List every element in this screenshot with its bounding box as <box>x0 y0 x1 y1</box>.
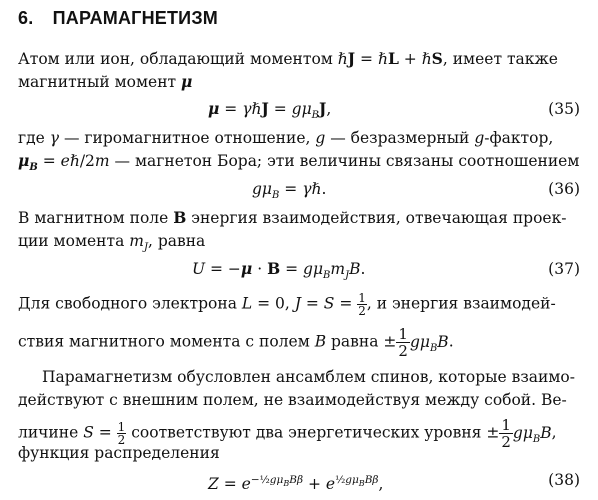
paragraph-5-line-3: личине S = $\frac{1}{2}$ соответствуют два энергетических уровня ± $\frac{1}{2}$ $g\mu_BB$, <box>18 416 557 451</box>
equation-35: μ = γℏJ = $g\mu_BJ$, <box>208 99 332 122</box>
equation-38-number: (38) <box>548 471 580 489</box>
equation-37-number: (37) <box>548 260 580 278</box>
section-number: 6. <box>18 8 34 28</box>
paragraph-2-line-2: $\mu_B$ = eℏ/2m — магнетон Бора; эти величины связаны соотношением <box>18 151 580 174</box>
paragraph-4-line-1: Для свободного электрона L = 0, J = S = $\frac{1}{2}$ , и энергия взаимодей- <box>18 291 556 318</box>
paragraph-2-line-1: где γ — гиромагнитное отношение, g — безразмерный g-фактор, <box>18 129 554 147</box>
equation-36-number: (36) <box>548 180 580 198</box>
equation-37: $U = -\mu \cdot B = g\mu_Bm_JB$. <box>192 259 366 282</box>
equation-36: $g\mu_B$ = γℏ. <box>252 180 327 202</box>
section-title: ПАРАМАГНЕТИЗМ <box>52 8 218 28</box>
section-heading <box>18 8 218 28</box>
paragraph-3-line-1: В магнитном поле B энергия взаимодействия, отвечающая проек- <box>18 208 567 227</box>
paragraph-5-line-1: Парамагнетизм обусловлен ансамблем спинов, которые взаимо- <box>42 368 575 386</box>
paragraph-1-line-1: Атом или ион, обладающий моментом ℏJ = ℏL + ℏS, имеет также <box>18 49 558 68</box>
paragraph-5-line-2: действуют с внешним полем, не взаимодействуя между собой. Ве- <box>18 391 567 409</box>
paragraph-1-line-2: магнитный момент μ <box>18 72 193 91</box>
paragraph-5-line-4: функция распределения <box>18 444 220 462</box>
equation-35-number: (35) <box>548 100 580 118</box>
paragraph-3-line-2: ции момента $m_J$, равна <box>18 232 206 254</box>
equation-38: $Z = e^{-\frac{1}{2}g\mu_BB\beta} + e^{\frac{1}{2}g\mu_BB\beta}$, <box>208 474 384 494</box>
paragraph-4-line-2: ствия магнитного момента с полем B равна ± $\frac{1}{2}$ $g\mu_BB$. <box>18 325 454 360</box>
